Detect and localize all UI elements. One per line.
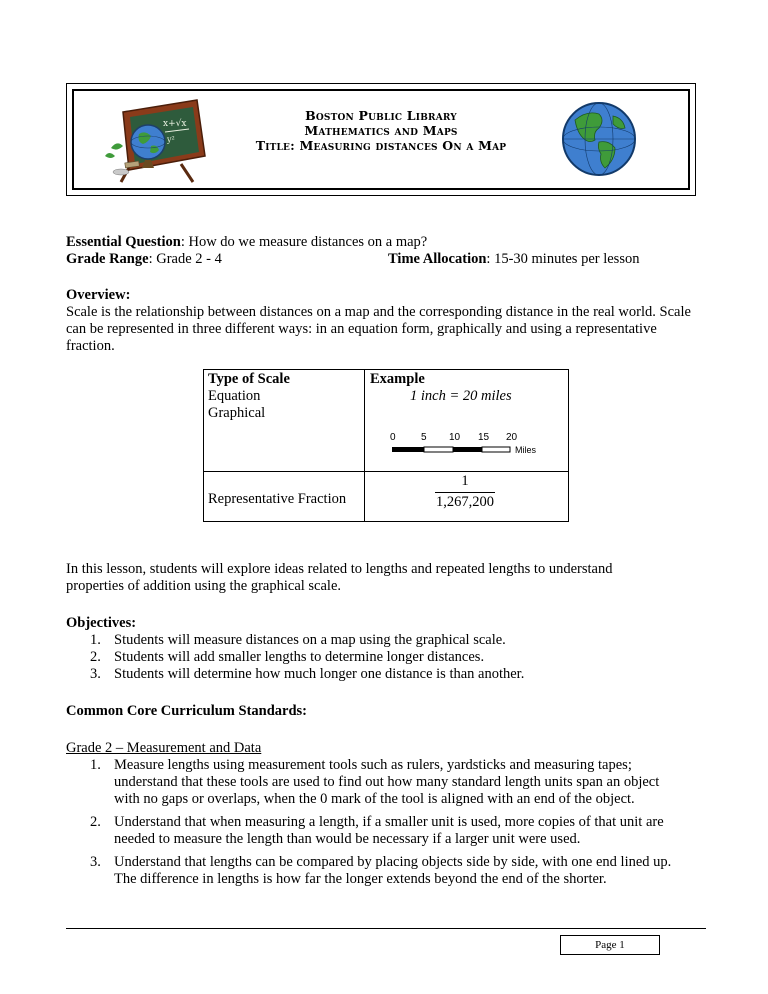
- table-row-graphical-label: Graphical: [208, 405, 266, 421]
- list-item: 2. Understand that when measuring a length, if a smaller unit is used, more copies of that unit are needed to measure the length than would be necessary if a larger unit were used.: [90, 814, 664, 847]
- svg-text:x+√x: x+√x: [163, 119, 187, 129]
- objective-text: Students will measure distances on a map using the graphical scale.: [114, 632, 506, 648]
- header-line-subject: Mathematics and Maps: [304, 123, 458, 138]
- scale-tick-20: 20: [506, 432, 518, 443]
- standards-list: [66, 757, 686, 888]
- globe-icon: [559, 98, 639, 180]
- header-line-title: Title: Measuring distances On a Map: [255, 138, 507, 153]
- list-item: 2. Students will add smaller lengths to determine longer distances.: [90, 649, 485, 665]
- time-allocation-label: Time Allocation: [388, 251, 487, 267]
- table-row-equation-label: Equation: [208, 388, 261, 404]
- table-header-type: Type of Scale: [208, 371, 290, 387]
- objective-text: Students will add smaller lengths to determine longer distances.: [114, 649, 485, 665]
- objectives-heading: Objectives:: [66, 615, 137, 631]
- footer-rule: [66, 928, 706, 929]
- svg-text:y²: y²: [167, 135, 175, 144]
- objectives-list: [66, 632, 716, 683]
- representative-fraction: [430, 473, 500, 511]
- objective-text: Students will determine how much longer one distance is than another.: [114, 666, 525, 682]
- header-line-library: Boston Public Library: [305, 108, 457, 123]
- overview-section: [66, 287, 716, 355]
- objectives-section: [66, 615, 716, 683]
- standard-text: Measure lengths using measurement tools such as rulers, yardsticks and measuring tapes; understand that these tools are used to find out how many standard length units span an object with no gaps or overlaps, when the 0 mark of the tool is aligned with an end of the object.: [114, 757, 660, 807]
- time-allocation: [388, 251, 639, 268]
- fraction-numerator: 1: [461, 473, 469, 489]
- table-column-divider: [364, 370, 365, 521]
- scale-tick-10: 10: [449, 432, 461, 443]
- fraction-denominator: 1,267,200: [436, 494, 494, 510]
- header-banner: [66, 83, 696, 196]
- table-row-divider: [204, 471, 568, 472]
- table-row-fraction-label: Representative Fraction: [208, 491, 347, 507]
- time-allocation-text: : 15-30 minutes per lesson: [486, 251, 640, 267]
- essential-question: [66, 234, 716, 251]
- grade-range-text: : Grade 2 - 4: [148, 251, 222, 267]
- graphical-scale-bar: [390, 432, 560, 466]
- standards-subheading: Grade 2 – Measurement and Data: [66, 740, 262, 756]
- essential-question-text: : How do we measure distances on a map?: [180, 234, 428, 250]
- overview-text: Scale is the relationship between distances on a map and the corresponding distance in the real world. Scale can be represented in three different ways: in an equation form, graphically and using a representative fraction.: [66, 304, 691, 354]
- scale-tick-15: 15: [478, 432, 490, 443]
- scale-tick-0: 0: [390, 432, 396, 443]
- standards-heading-text: Common Core Curriculum Standards:: [66, 703, 307, 719]
- standards-section: [66, 740, 716, 888]
- standard-text: Understand that when measuring a length, if a smaller unit is used, more copies of that unit are needed to measure the length than would be necessary if a larger unit were used.: [114, 814, 664, 847]
- table-row-equation-example: 1 inch = 20 miles: [410, 388, 512, 404]
- list-item: 1. Measure lengths using measurement tools such as rulers, yardsticks and measuring tapes; understand that these tools are used to find out how many standard length units span an object with no gaps or overlaps, when the 0 mark of the tool is aligned with an end of the object.: [90, 757, 660, 807]
- essential-question-label: Essential Question: [66, 234, 181, 250]
- standards-heading: [66, 703, 716, 720]
- grade-range-label: Grade Range: [66, 251, 149, 267]
- list-item: 1. Students will measure distances on a map using the graphical scale.: [90, 632, 506, 648]
- fraction-bar: [435, 492, 495, 493]
- scale-bar-segments: [390, 446, 520, 454]
- lesson-intro: In this lesson, students will explore ideas related to lengths and repeated lengths to understand properties of addition using the graphical scale.: [66, 561, 613, 594]
- grade-range: [66, 251, 222, 268]
- overview-heading: Overview:: [66, 287, 131, 303]
- standard-text: Understand that lengths can be compared by placing objects side by side, with one end lined up. The difference in lengths is how far the longer extends beyond the end of the shorter.: [114, 854, 672, 887]
- list-item: 3. Understand that lengths can be compared by placing objects side by side, with one end lined up. The difference in lengths is how far the longer extends beyond the end of the shorter.: [90, 854, 672, 887]
- page-number: Page 1: [560, 935, 660, 955]
- list-item: 3. Students will determine how much longer one distance is than another.: [90, 666, 525, 682]
- scale-tick-5: 5: [421, 432, 427, 443]
- table-header-example: Example: [370, 371, 425, 387]
- scale-table: [203, 369, 569, 522]
- scale-unit-label: Miles: [515, 445, 537, 455]
